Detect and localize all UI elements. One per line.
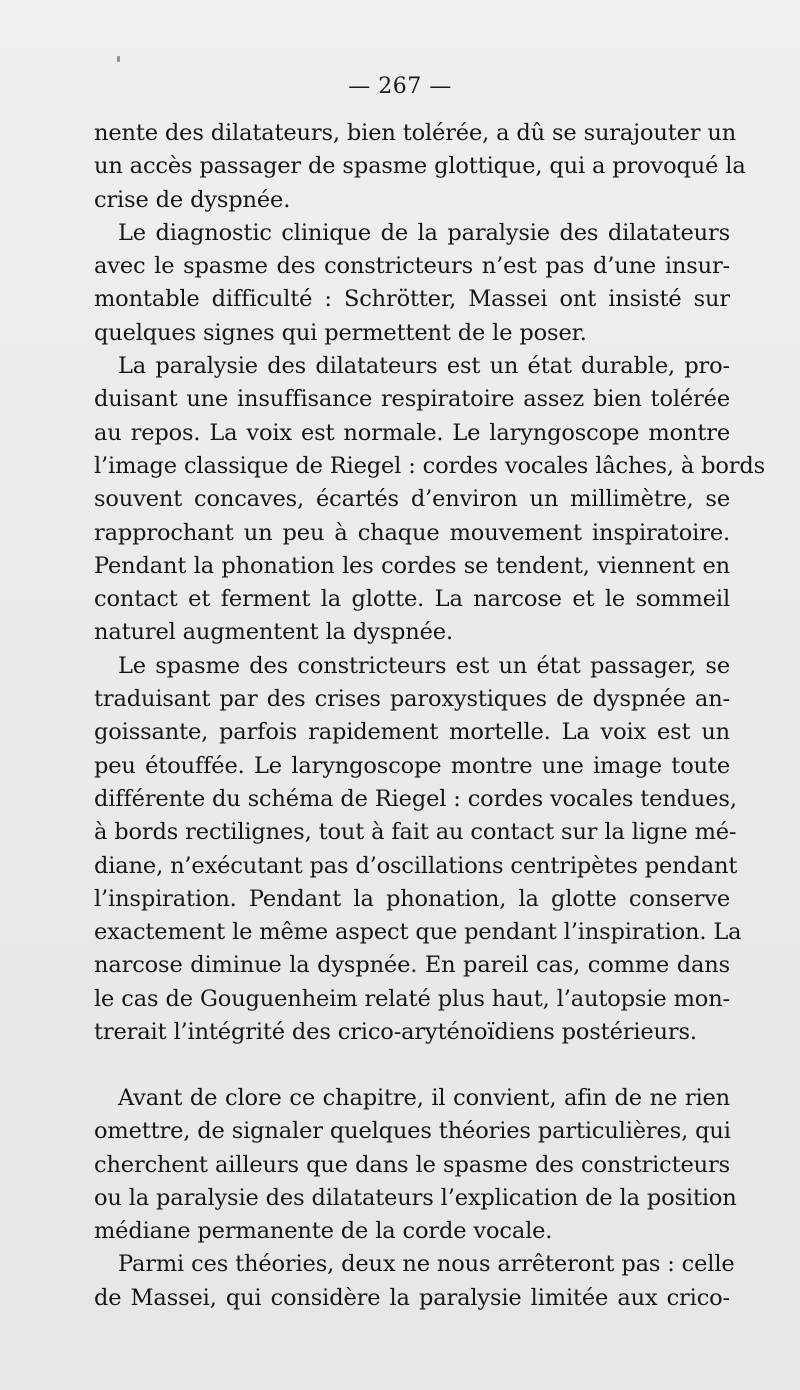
text-line: narcose diminue la dyspnée. En pareil cas, comme dans [94,952,730,979]
text-line: Parmi ces théories, deux ne nous arrêteront pas : celle [118,1251,735,1278]
text-line: La paralysie des dilatateurs est un état durable, pro- [118,353,730,380]
text-line: Pendant la phonation les cordes se tendent, viennent en [94,552,730,579]
text-line: cherchent ailleurs que dans le spasme des constricteurs [94,1151,730,1178]
text-block-main [94,117,766,1049]
text-line: omettre, de signaler quelques théories particulières, qui [94,1118,731,1145]
text-line: le cas de Gouguenheim relaté plus haut, l’autopsie mon- [94,985,730,1012]
text-line: médiane permanente de la corde vocale. [94,1218,553,1245]
text-line: Le spasme des constricteurs est un état passager, se [118,652,730,679]
text-line: Le diagnostic clinique de la paralysie des dilatateurs [118,219,730,246]
text-line: diane, n’exécutant pas d’oscillations centripètes pendant [94,852,738,879]
text-line: un accès passager de spasme glottique, qui a provoqué la [94,153,746,180]
text-line: goissante, parfois rapidement mortelle. La voix est un [94,719,730,746]
text-line: à bords rectilignes, tout à fait au contact sur la ligne mé- [94,819,737,846]
text-line: peu étouffée. Le laryngoscope montre une image toute [94,752,730,779]
text-line: crise de dyspnée. [94,186,291,213]
text-line: Avant de clore ce chapitre, il convient, afin de ne rien [118,1085,730,1111]
text-line: duisant une insuffisance respiratoire assez bien tolérée [94,386,730,413]
text-line: traduisant par des crises paroxystiques de dyspnée an- [94,686,730,713]
text-line: naturel augmentent la dyspnée. [94,619,453,646]
text-line: de Massei, qui considère la paralysie limitée aux crico- [94,1284,730,1311]
text-line: nente des dilatateurs, bien tolérée, a dû se surajouter un [94,120,737,146]
page-number: — 267 — [348,74,452,99]
text-line: au repos. La voix est normale. Le laryngoscope montre [94,419,730,446]
text-line: l’inspiration. Pendant la phonation, la glotte conserve [94,885,730,912]
text-line: rapprochant un peu à chaque mouvement inspiratoire. [94,519,730,546]
text-line: avec le spasme des constricteurs n’est pas d’une insur- [94,253,730,280]
text-block-section [94,1082,737,1315]
text-line: trerait l’intégrité des crico-aryténoïdiens postérieurs. [94,1019,697,1046]
text-line: souvent concaves, écartés d’environ un millimètre, se [94,486,730,513]
print-speck [117,56,120,62]
text-line: différente du schéma de Riegel : cordes vocales tendues, [94,785,737,812]
text-line: contact et ferment la glotte. La narcose et le sommeil [94,586,730,613]
text-line: montable difficulté : Schrötter, Massei ont insisté sur [94,286,730,313]
text-line: ou la paralysie des dilatateurs l’explication de la position [94,1184,737,1211]
text-line: l’image classique de Riegel : cordes vocales lâches, à bords [94,452,766,479]
text-line: exactement le même aspect que pendant l’inspiration. La [94,919,742,946]
text-line: quelques signes qui permettent de le poser. [94,319,587,346]
